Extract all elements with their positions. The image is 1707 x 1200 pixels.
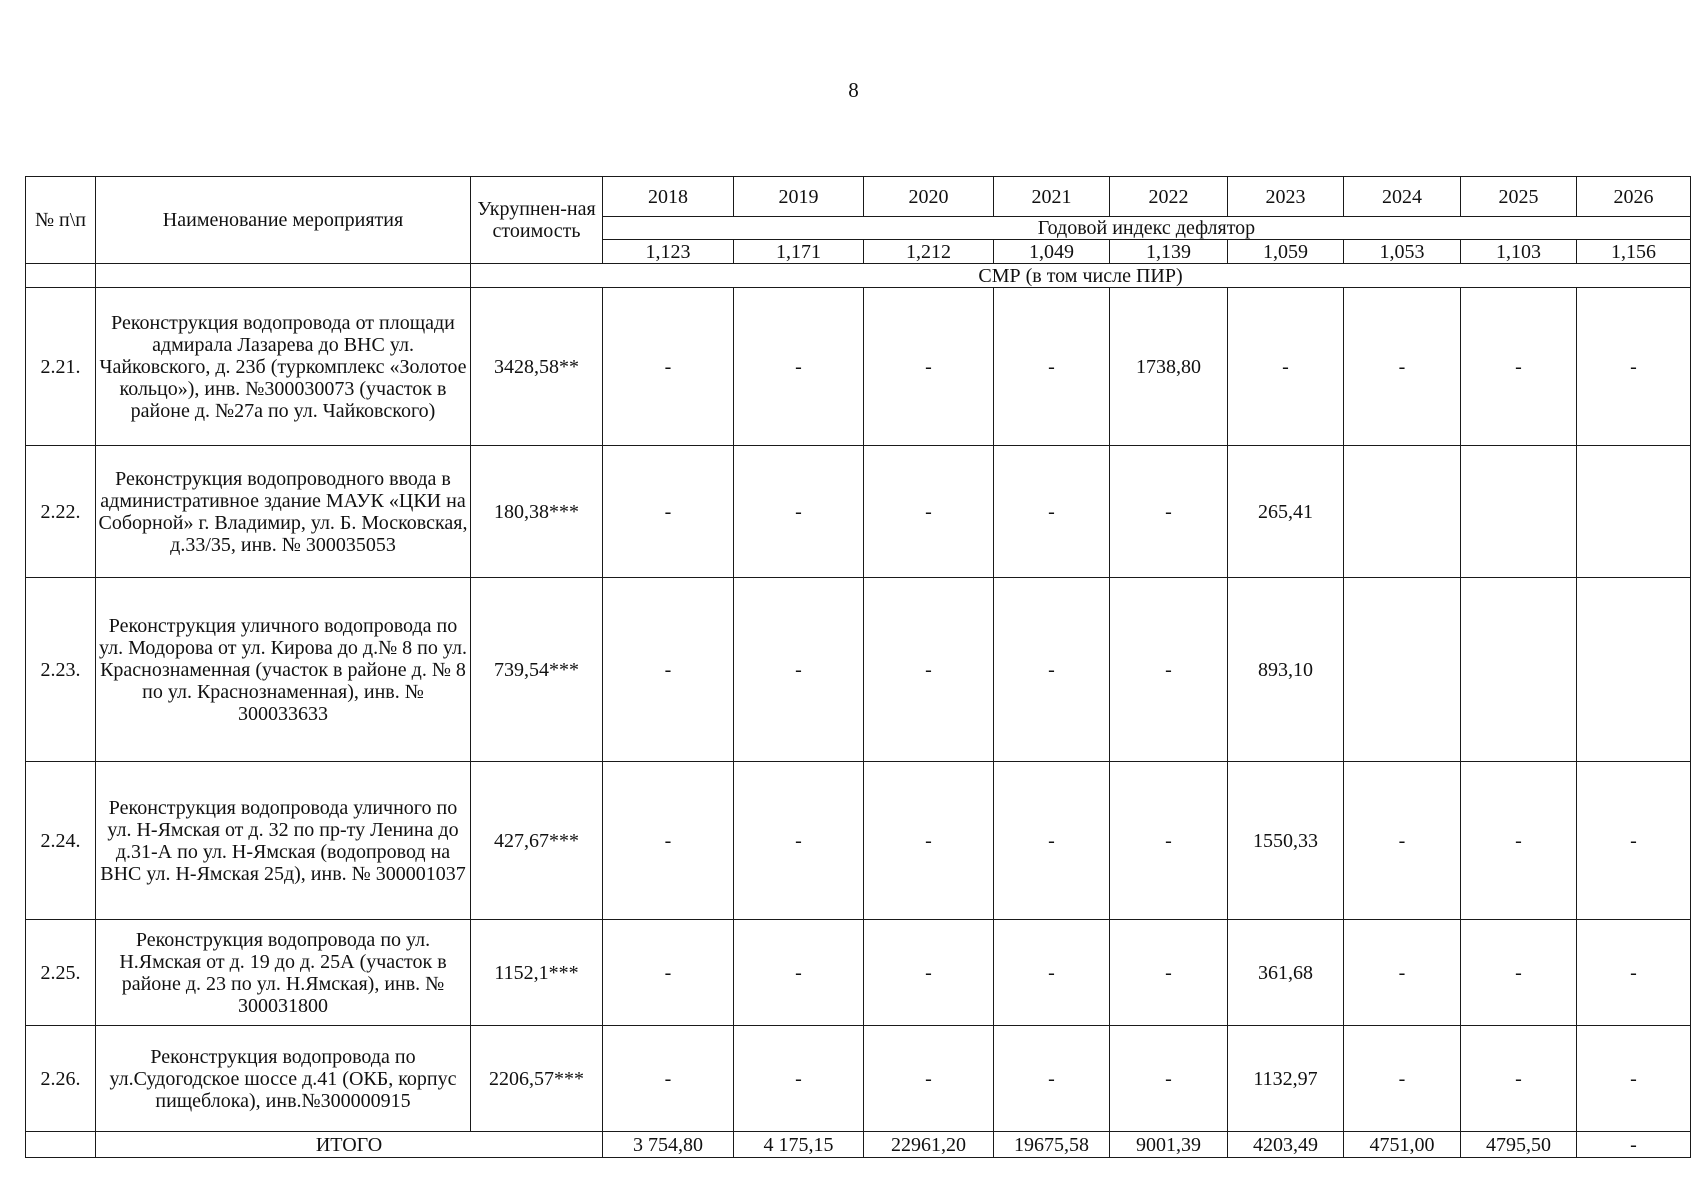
header-num: № п\п <box>26 177 96 264</box>
row-value: - <box>603 920 734 1026</box>
row-value <box>1344 446 1461 578</box>
row-value <box>1577 578 1691 762</box>
row-value: - <box>603 288 734 446</box>
table-row <box>26 446 1691 578</box>
table-row <box>26 1026 1691 1132</box>
row-value: - <box>994 762 1110 920</box>
row-value: - <box>1228 288 1344 446</box>
total-value: 4795,50 <box>1461 1132 1577 1158</box>
row-value <box>1577 446 1691 578</box>
header-section-blank <box>96 264 471 288</box>
row-value: - <box>1461 1026 1577 1132</box>
total-blank <box>26 1132 96 1158</box>
row-value: - <box>1461 920 1577 1026</box>
row-value: 1550,33 <box>1228 762 1344 920</box>
table-row <box>26 762 1691 920</box>
row-number: 2.22. <box>26 446 96 578</box>
row-value: - <box>1110 920 1228 1026</box>
row-value: - <box>1577 762 1691 920</box>
row-value: - <box>1344 762 1461 920</box>
row-value: - <box>1110 578 1228 762</box>
header-year: 2024 <box>1344 177 1461 217</box>
row-value: - <box>864 1026 994 1132</box>
header-cost: Укрупнен-ная стоимость <box>471 177 603 264</box>
row-value: - <box>1344 1026 1461 1132</box>
row-value: - <box>994 1026 1110 1132</box>
row-value: - <box>734 1026 864 1132</box>
row-cost: 1152,1*** <box>471 920 603 1026</box>
total-label: ИТОГО <box>96 1132 603 1158</box>
header-year: 2022 <box>1110 177 1228 217</box>
row-value: 1738,80 <box>1110 288 1228 446</box>
header-deflator-value: 1,156 <box>1577 240 1691 264</box>
row-cost: 3428,58** <box>471 288 603 446</box>
row-value: - <box>734 288 864 446</box>
table-row <box>26 288 1691 446</box>
row-value: - <box>1577 920 1691 1026</box>
header-section-row <box>26 264 1691 288</box>
row-cost: 739,54*** <box>471 578 603 762</box>
row-value: - <box>864 288 994 446</box>
row-value: - <box>603 446 734 578</box>
row-value <box>1461 446 1577 578</box>
row-number: 2.25. <box>26 920 96 1026</box>
header-year: 2020 <box>864 177 994 217</box>
row-name: Реконструкция водопровода по ул. Н.Ямская от д. 19 до д. 25А (участок в районе д. 23 по ул. Н.Ямская), инв. № 300031800 <box>96 920 471 1026</box>
row-value: - <box>1577 288 1691 446</box>
table-row <box>26 920 1691 1026</box>
row-name: Реконструкция водопровода уличного по ул. Н-Ямская от д. 32 по пр-ту Ленина до д.31-А по ул. Н-Ямская (водопровод на ВНС ул. Н-Ямская 25д), инв. № 300001037 <box>96 762 471 920</box>
total-row <box>26 1132 1691 1158</box>
row-value: - <box>734 578 864 762</box>
row-cost: 180,38*** <box>471 446 603 578</box>
row-value: - <box>994 920 1110 1026</box>
page-number: 8 <box>848 78 859 102</box>
row-number: 2.26. <box>26 1026 96 1132</box>
header-year: 2019 <box>734 177 864 217</box>
row-cost: 2206,57*** <box>471 1026 603 1132</box>
row-value: - <box>1110 762 1228 920</box>
row-value: - <box>864 920 994 1026</box>
row-value: - <box>603 1026 734 1132</box>
row-value: - <box>994 288 1110 446</box>
row-number: 2.23. <box>26 578 96 762</box>
row-value: - <box>734 446 864 578</box>
header-deflator-value: 1,212 <box>864 240 994 264</box>
table-row <box>26 578 1691 762</box>
row-value: - <box>1577 1026 1691 1132</box>
total-value: 22961,20 <box>864 1132 994 1158</box>
row-value: - <box>603 762 734 920</box>
header-deflator-value: 1,053 <box>1344 240 1461 264</box>
row-value: - <box>1344 288 1461 446</box>
header-name: Наименование мероприятия <box>96 177 471 264</box>
row-number: 2.21. <box>26 288 96 446</box>
row-value: 265,41 <box>1228 446 1344 578</box>
row-value: - <box>864 578 994 762</box>
header-section-label: СМР (в том числе ПИР) <box>471 264 1691 288</box>
header-section-blank <box>26 264 96 288</box>
row-value: - <box>1461 288 1577 446</box>
row-value: - <box>864 446 994 578</box>
header-deflator-value: 1,123 <box>603 240 734 264</box>
row-value: - <box>994 578 1110 762</box>
total-value: 4203,49 <box>1228 1132 1344 1158</box>
total-value: - <box>1577 1132 1691 1158</box>
row-value: - <box>994 446 1110 578</box>
row-value: - <box>603 578 734 762</box>
row-value: - <box>1110 1026 1228 1132</box>
header-deflator-value: 1,049 <box>994 240 1110 264</box>
total-value: 19675,58 <box>994 1132 1110 1158</box>
row-value: - <box>734 762 864 920</box>
total-value: 4 175,15 <box>734 1132 864 1158</box>
total-value: 9001,39 <box>1110 1132 1228 1158</box>
row-value: - <box>734 920 864 1026</box>
row-value: - <box>1461 762 1577 920</box>
total-value: 3 754,80 <box>603 1132 734 1158</box>
row-name: Реконструкция уличного водопровода по ул. Модорова от ул. Кирова до д.№ 8 по ул. Краснознаменная (участок в районе д. № 8 по ул. Краснознаменная), инв. № 300033633 <box>96 578 471 762</box>
total-value: 4751,00 <box>1344 1132 1461 1158</box>
row-value: 893,10 <box>1228 578 1344 762</box>
row-name: Реконструкция водопровода от площади адмирала Лазарева до ВНС ул. Чайковского, д. 23б (туркомплекс «Золотое кольцо»), инв. №300030073 (участок в районе д. №27а по ул. Чайковского) <box>96 288 471 446</box>
header-year: 2026 <box>1577 177 1691 217</box>
row-name: Реконструкция водопровода по ул.Судогодское шоссе д.41 (ОКБ, корпус пищеблока), инв.№300000915 <box>96 1026 471 1132</box>
header-deflator-value: 1,171 <box>734 240 864 264</box>
row-name: Реконструкция водопроводного ввода в административное здание МАУК «ЦКИ на Соборной» г. Владимир, ул. Б. Московская, д.33/35, инв. № 300035053 <box>96 446 471 578</box>
header-year: 2025 <box>1461 177 1577 217</box>
header-deflator-value: 1,139 <box>1110 240 1228 264</box>
header-year: 2021 <box>994 177 1110 217</box>
row-value: - <box>1344 920 1461 1026</box>
row-value <box>1344 578 1461 762</box>
header-deflator-label: Годовой индекс дефлятор <box>603 217 1691 240</box>
header-years-row <box>26 177 1691 217</box>
row-value: 361,68 <box>1228 920 1344 1026</box>
row-cost: 427,67*** <box>471 762 603 920</box>
row-value <box>1461 578 1577 762</box>
row-number: 2.24. <box>26 762 96 920</box>
table-body <box>26 177 1691 1158</box>
budget-table <box>25 176 1691 1158</box>
row-value: - <box>1110 446 1228 578</box>
row-value: - <box>864 762 994 920</box>
header-deflator-value: 1,103 <box>1461 240 1577 264</box>
header-year: 2023 <box>1228 177 1344 217</box>
header-year: 2018 <box>603 177 734 217</box>
row-value: 1132,97 <box>1228 1026 1344 1132</box>
header-deflator-value: 1,059 <box>1228 240 1344 264</box>
